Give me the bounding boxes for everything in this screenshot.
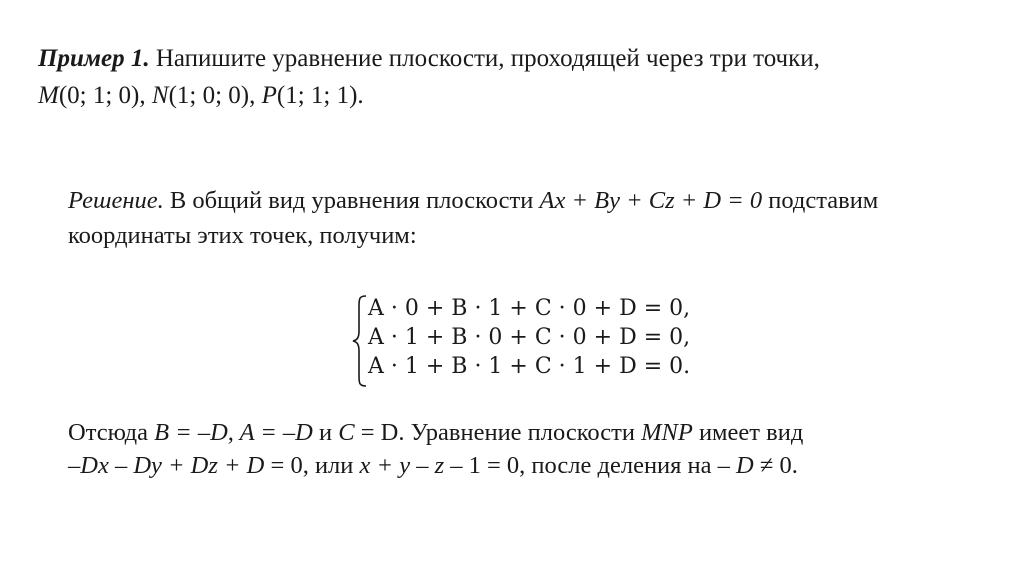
solution-text-before: В общий вид уравнения плоскости <box>163 187 540 214</box>
point-n-coords: (1; 0; 0), <box>168 82 262 109</box>
problem-label: Пример 1. <box>38 45 150 72</box>
solution-line-1 <box>68 186 878 216</box>
result-line-1 <box>68 418 803 448</box>
result-line2-a: = 0, или <box>264 452 360 479</box>
result-line2-c: ≠ 0. <box>753 452 798 479</box>
point-m-name: M <box>38 82 59 109</box>
result-r1: B = –D, A = –D <box>154 419 313 446</box>
result-t4: имеет вид <box>692 419 804 446</box>
point-m-coords: (0; 1; 0), <box>58 82 152 109</box>
result-t2: и <box>312 419 339 446</box>
system-equation-3: A · 1 + B · 1 + C · 1 + D = 0. <box>368 354 691 379</box>
system-equation-2: A · 1 + B · 0 + C · 0 + D = 0, <box>368 325 691 350</box>
left-brace-icon <box>352 295 368 387</box>
point-p-coords: (1; 1; 1). <box>276 82 364 109</box>
point-p-name: P <box>261 82 277 109</box>
problem-points <box>38 81 364 111</box>
result-normalized-equation: x + y – z <box>359 452 445 479</box>
result-line2-b: – 1 = 0, после деления на – <box>444 452 737 479</box>
problem-heading <box>38 44 820 74</box>
result-line2-d: D <box>736 452 754 479</box>
result-t3: = D. Уравнение плоскости <box>354 419 642 446</box>
solution-line-2: координаты этих точек, получим: <box>68 222 417 249</box>
system-equation-1: A · 0 + B · 1 + C · 0 + D = 0, <box>368 296 691 321</box>
result-r2: C <box>338 419 355 446</box>
equation-system <box>352 291 712 391</box>
solution-text-after: подставим <box>762 187 879 214</box>
result-plane: MNP <box>641 419 693 446</box>
problem-text: Напишите уравнение плоскости, проходящей через три точки, <box>155 45 820 72</box>
result-t1: Отсюда <box>68 419 155 446</box>
point-n-name: N <box>151 82 169 109</box>
result-plane-equation: –Dx – Dy + Dz + D <box>68 452 265 479</box>
general-equation: Ax + By + Cz + D = 0 <box>539 187 763 214</box>
solution-label: Решение. <box>68 187 164 214</box>
result-line-2 <box>68 451 798 481</box>
